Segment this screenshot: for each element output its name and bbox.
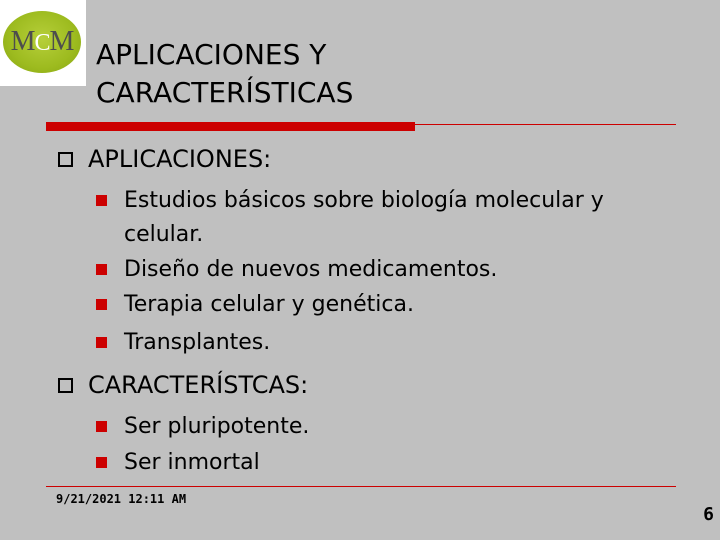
bullet-icon xyxy=(96,299,107,310)
bullet-icon xyxy=(96,337,107,348)
logo-letter-c: C xyxy=(34,30,50,56)
title-rule-accent xyxy=(46,122,415,131)
list-item: Diseño de nuevos medicamentos. xyxy=(124,257,498,282)
logo-letter-m2: M xyxy=(49,26,74,57)
list-item: Ser inmortal xyxy=(124,450,260,475)
bullet-icon xyxy=(96,457,107,468)
list-item: Transplantes. xyxy=(124,330,271,355)
logo-letter-m: M xyxy=(10,26,35,57)
title-line-1: APLICACIONES Y xyxy=(96,38,327,71)
page-number: 6 xyxy=(703,504,714,525)
title-line-2: CARACTERÍSTICAS xyxy=(96,76,354,109)
square-bullet-icon xyxy=(58,152,73,167)
slide-title xyxy=(96,36,696,112)
footer-date: 9/21/2021 12:11 AM xyxy=(56,492,187,506)
section-heading-aplicaciones: APLICACIONES: xyxy=(88,145,272,173)
list-item: Estudios básicos sobre biología molecular y celular. xyxy=(124,188,604,247)
section-heading-caracteristicas: CARACTERÍSTCAS: xyxy=(88,371,309,399)
footer-rule xyxy=(46,486,676,487)
list-item: Terapia celular y genética. xyxy=(124,292,414,317)
logo xyxy=(0,0,86,86)
logo-text xyxy=(0,27,84,58)
square-bullet-icon xyxy=(58,378,73,393)
bullet-icon xyxy=(96,421,107,432)
bullet-icon xyxy=(96,264,107,275)
list-item: Ser pluripotente. xyxy=(124,414,310,439)
bullet-icon xyxy=(96,195,107,206)
